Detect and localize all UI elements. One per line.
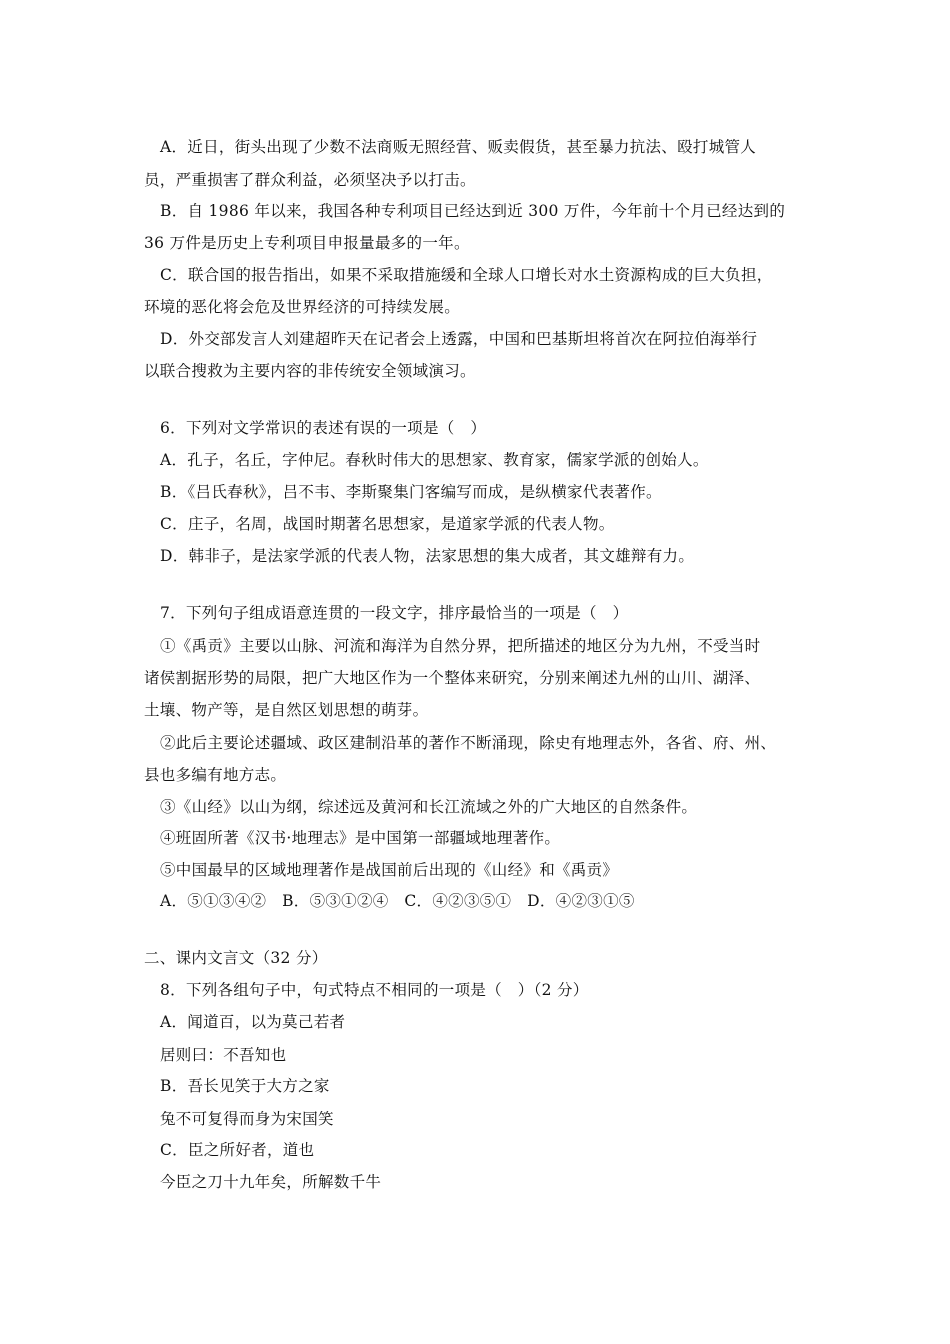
q7-sentence-1-line3: 土壤、物产等，是自然区划思想的萌芽。 — [144, 701, 429, 719]
q7-sentence-2-line2: 县也多编有地方志。 — [144, 766, 287, 784]
q8-stem: 8．下列各组句子中，句式特点不相同的一项是（ ）（2 分） — [160, 981, 589, 999]
q8-option-b-sentence-2: 兔不可复得而身为宋国笑 — [160, 1110, 334, 1128]
q5-option-d-line1: D．外交部发言人刘建超昨天在记者会上透露，中国和巴基斯坦将首次在阿拉伯海举行 — [160, 330, 758, 348]
q5-option-a-line1: A．近日，街头出现了少数不法商贩无照经营、贩卖假货，甚至暴力抗法、殴打城管人 — [160, 138, 757, 156]
q8-option-a-sentence-2: 居则曰：不吾知也 — [160, 1046, 287, 1064]
q5-option-a-line2: 员，严重损害了群众利益，必须坚决予以打击。 — [144, 171, 476, 189]
q5-option-c-line1: C．联合国的报告指出，如果不采取措施缓和全球人口增长对水土资源构成的巨大负担， — [160, 266, 773, 284]
q5-option-b-line1: B．自 1986 年以来，我国各种专利项目已经达到近 300 万件，今年前十个月已经达到的 — [160, 202, 786, 220]
section-heading: 二、课内文言文（32 分） — [144, 949, 328, 967]
q6-stem: 6．下列对文学常识的表述有误的一项是（ ） — [160, 419, 487, 437]
q7-sentence-5: ⑤中国最早的区域地理著作是战国前后出现的《山经》和《禹贡》 — [160, 861, 619, 879]
q7-sentence-2-line1: ②此后主要论述疆域、政区建制沿革的著作不断涌现，除史有地理志外，各省、府、州、 — [160, 734, 777, 752]
q6-option-d: D．韩非子，是法家学派的代表人物，法家思想的集大成者，其文雄辩有力。 — [160, 547, 695, 565]
q8-option-c-sentence-2: 今臣之刀十九年矣，所解数千牛 — [160, 1173, 382, 1191]
q7-sentence-1-line2: 诸侯割据形势的局限，把广大地区作为一个整体来研究，分别来阐述九州的山川、湖泽、 — [144, 669, 761, 687]
q8-option-c-sentence-1: C．臣之所好者，道也 — [160, 1141, 315, 1159]
q7-sentence-4: ④班固所著《汉书·地理志》是中国第一部疆域地理著作。 — [160, 829, 561, 847]
q6-option-c: C．庄子，名周，战国时期著名思想家，是道家学派的代表人物。 — [160, 515, 615, 533]
q6-option-b: B．《吕氏春秋》，吕不韦、李斯聚集门客编写而成，是纵横家代表著作。 — [160, 483, 662, 501]
q7-options: A．⑤①③④② B．⑤③①②④ C．④②③⑤① D．④②③①⑤ — [160, 892, 635, 910]
q8-option-b-sentence-1: B．吾长见笑于大方之家 — [160, 1077, 330, 1095]
q6-option-a: A．孔子，名丘，字仲尼。春秋时伟大的思想家、教育家，儒家学派的创始人。 — [160, 451, 709, 469]
q7-sentence-3: ③《山经》以山为纲，综述远及黄河和长江流域之外的广大地区的自然条件。 — [160, 798, 698, 816]
q5-option-c-line2: 环境的恶化将会危及世界经济的可持续发展。 — [144, 298, 461, 316]
q5-option-b-line2: 36 万件是历史上专利项目申报量最多的一年。 — [144, 234, 470, 252]
q8-option-a-sentence-1: A．闻道百，以为莫己若者 — [160, 1013, 346, 1031]
q5-option-d-line2: 以联合搜救为主要内容的非传统安全领域演习。 — [144, 362, 476, 380]
q7-sentence-1-line1: ①《禹贡》主要以山脉、河流和海洋为自然分界，把所描述的地区分为九州，不受当时 — [160, 637, 761, 655]
q7-stem: 7．下列句子组成语意连贯的一段文字，排序最恰当的一项是（ ） — [160, 604, 629, 622]
